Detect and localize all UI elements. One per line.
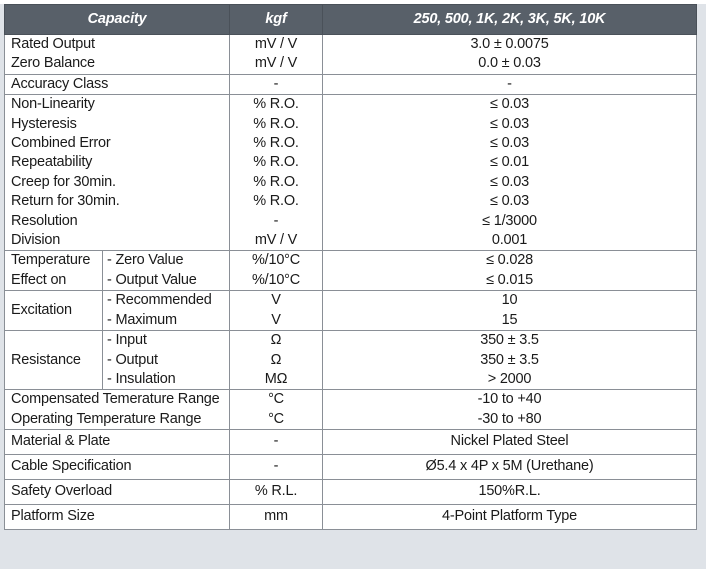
output-zero-labels <box>5 35 230 75</box>
creep-unit: % R.O. <box>253 173 299 190</box>
excitation-values <box>323 291 697 331</box>
effect-on-label: Effect on <box>11 271 67 288</box>
repeatability-value: ≤ 0.01 <box>489 154 529 171</box>
output-unit: Ω <box>270 351 282 368</box>
temp-range-values <box>323 390 697 430</box>
zero-balance-unit: mV / V <box>254 55 298 72</box>
cable-label: Cable Specification <box>5 455 230 480</box>
specification-table <box>4 4 697 530</box>
table-row-resistance <box>5 331 697 390</box>
combined-error-label: Combined Error <box>11 135 111 152</box>
insulation-label: - Insulation <box>107 370 176 387</box>
output-value-value: ≤ 0.015 <box>486 271 533 288</box>
overload-value: 150%R.L. <box>323 480 697 505</box>
recommended-label: - Recommended <box>107 292 212 309</box>
output-value: 350 ± 3.5 <box>480 351 539 368</box>
temperature-label: Temperature <box>11 252 91 269</box>
operating-range-unit: °C <box>268 410 284 427</box>
material-unit: - <box>230 430 323 455</box>
output-zero-values <box>323 35 697 75</box>
excitation-label: Excitation <box>5 291 103 331</box>
resistance-values <box>323 331 697 390</box>
input-unit: Ω <box>270 332 282 349</box>
recommended-value: 10 <box>501 292 518 309</box>
platform-value: 4-Point Platform Type <box>323 505 697 530</box>
repeatability-unit: % R.O. <box>253 154 299 171</box>
non-linearity-unit: % R.O. <box>253 96 299 113</box>
division-value: 0.001 <box>491 232 528 249</box>
output-zero-units <box>230 35 323 75</box>
zero-value-label: - Zero Value <box>107 252 184 269</box>
operating-range-value: -30 to +80 <box>477 410 542 427</box>
hysteresis-label: Hysteresis <box>11 115 77 132</box>
operating-range-label: Operating Temperature Range <box>11 410 202 427</box>
table-row-material <box>5 430 697 455</box>
table-row-excitation <box>5 291 697 331</box>
rated-output-label: Rated Output <box>11 36 95 52</box>
capacity-header: Capacity <box>5 5 230 35</box>
return-value: ≤ 0.03 <box>489 193 529 210</box>
output-label: - Output <box>107 351 158 368</box>
table-row-temperature <box>5 251 697 291</box>
resistance-units <box>230 331 323 390</box>
linearity-labels <box>5 95 230 251</box>
excitation-sub-labels <box>103 291 230 331</box>
maximum-label: - Maximum <box>107 311 177 328</box>
hysteresis-value: ≤ 0.03 <box>489 115 529 132</box>
resolution-value: ≤ 1/3000 <box>482 212 537 229</box>
models-header: 250, 500, 1K, 2K, 3K, 5K, 10K <box>323 5 697 35</box>
linearity-values <box>323 95 697 251</box>
maximum-value: 15 <box>501 311 518 328</box>
hysteresis-unit: % R.O. <box>253 115 299 132</box>
temp-range-units <box>230 390 323 430</box>
temperature-units <box>230 251 323 291</box>
cable-value: Ø5.4 x 4P x 5M (Urethane) <box>323 455 697 480</box>
insulation-unit: MΩ <box>264 370 288 387</box>
unit-header: kgf <box>230 5 323 35</box>
zero-balance-label: Zero Balance <box>11 55 95 72</box>
non-linearity-value: ≤ 0.03 <box>489 96 529 113</box>
table-row-linearity <box>5 95 697 251</box>
temperature-group-label <box>5 251 103 291</box>
accuracy-unit: - <box>230 74 323 94</box>
table-row-platform <box>5 505 697 530</box>
input-label: - Input <box>107 332 147 349</box>
table-row-overload <box>5 480 697 505</box>
resolution-label: Resolution <box>11 212 78 229</box>
overload-label: Safety Overload <box>5 480 230 505</box>
return-unit: % R.O. <box>253 193 299 210</box>
zero-value-value: ≤ 0.028 <box>486 252 533 269</box>
resistance-label: Resistance <box>5 331 103 390</box>
table-row-accuracy <box>5 74 697 94</box>
combined-error-unit: % R.O. <box>253 135 299 152</box>
table-row-temp-range <box>5 390 697 430</box>
platform-label: Platform Size <box>5 505 230 530</box>
compensated-range-unit: °C <box>268 391 284 408</box>
non-linearity-label: Non-Linearity <box>11 96 95 113</box>
material-value: Nickel Plated Steel <box>323 430 697 455</box>
insulation-value: > 2000 <box>487 370 532 387</box>
rated-output-unit: mV / V <box>254 36 298 52</box>
temp-range-labels <box>5 390 230 430</box>
resistance-sub-labels <box>103 331 230 390</box>
repeatability-label: Repeatability <box>11 154 93 171</box>
table-row-cable <box>5 455 697 480</box>
table-row-output-zero <box>5 35 697 75</box>
creep-value: ≤ 0.03 <box>489 173 529 190</box>
compensated-range-value: -10 to +40 <box>477 391 542 408</box>
rated-output-value: 3.0 ± 0.0075 <box>470 36 549 52</box>
resolution-unit: - <box>273 212 279 229</box>
spec-sheet <box>0 4 706 569</box>
temperature-values <box>323 251 697 291</box>
division-label: Division <box>11 232 61 249</box>
output-value-unit: %/10°C <box>251 271 301 288</box>
combined-error-value: ≤ 0.03 <box>489 135 529 152</box>
accuracy-label: Accuracy Class <box>5 74 230 94</box>
input-value: 350 ± 3.5 <box>480 332 539 349</box>
output-value-label: - Output Value <box>107 271 197 288</box>
header-row <box>5 5 697 35</box>
recommended-unit: V <box>271 292 281 309</box>
creep-label: Creep for 30min. <box>11 173 116 190</box>
linearity-units <box>230 95 323 251</box>
temperature-sub-labels <box>103 251 230 291</box>
compensated-range-label: Compensated Temerature Range <box>11 391 220 408</box>
zero-value-unit: %/10°C <box>251 252 301 269</box>
material-label: Material & Plate <box>5 430 230 455</box>
maximum-unit: V <box>271 311 281 328</box>
cable-unit: - <box>230 455 323 480</box>
overload-unit: % R.L. <box>230 480 323 505</box>
division-unit: mV / V <box>254 232 298 249</box>
zero-balance-value: 0.0 ± 0.03 <box>478 55 541 72</box>
return-label: Return for 30min. <box>11 193 120 210</box>
accuracy-value: - <box>323 74 697 94</box>
excitation-units <box>230 291 323 331</box>
platform-unit: mm <box>230 505 323 530</box>
